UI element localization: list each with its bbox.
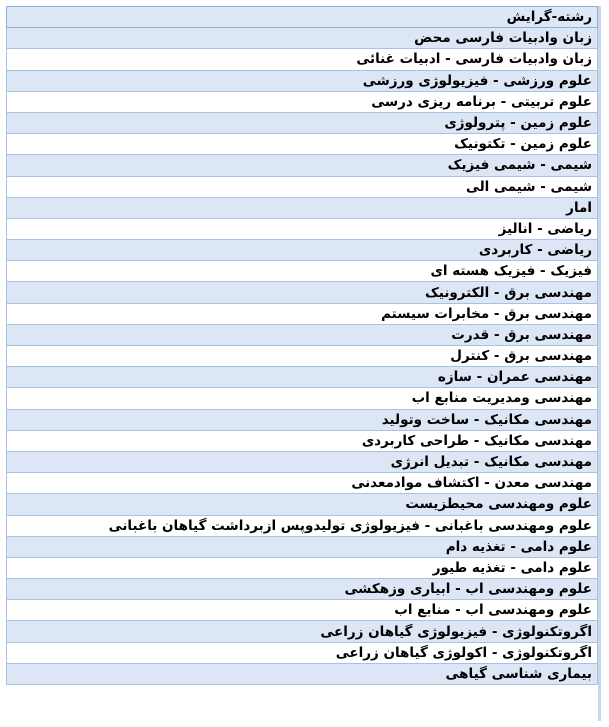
table-row (7, 663, 598, 684)
table-cell: ریاضی - کاربردی (7, 240, 598, 261)
table-row (7, 536, 598, 557)
table-cell: علوم دامی - تغذیه طیور (7, 557, 598, 578)
table-row (7, 557, 598, 578)
table-row (7, 473, 598, 494)
table-cell: علوم ومهندسی باغبانی - فیزیولوژی تولیدوپس ازبرداشت گیاهان باغبانی (7, 515, 598, 536)
table-cell: مهندسی برق - الکترونیک (7, 282, 598, 303)
table-row (7, 240, 598, 261)
table-row (7, 621, 598, 642)
table-cell: مهندسی برق - کنترل (7, 346, 598, 367)
table-row (7, 91, 598, 112)
table-row (7, 282, 598, 303)
table-row (7, 388, 598, 409)
table-cell: علوم دامی - تغذیه دام (7, 536, 598, 557)
table-row (7, 303, 598, 324)
table-row (7, 346, 598, 367)
table-row (7, 515, 598, 536)
table-cell: مهندسی برق - قدرت (7, 324, 598, 345)
table-row (7, 451, 598, 472)
table-cell: مهندسی مکانیک - طراحی کاربردی (7, 430, 598, 451)
table-row (7, 494, 598, 515)
table-row (7, 430, 598, 451)
table-row (7, 176, 598, 197)
table-right-edge (598, 6, 601, 721)
table-cell: زبان وادبیات فارسی - ادبیات غنائی (7, 49, 598, 70)
table-cell: علوم زمین - پترولوژی (7, 112, 598, 133)
table-row (7, 70, 598, 91)
table-cell: علوم ورزشی - فیزیولوژی ورزشی (7, 70, 598, 91)
table-row (7, 134, 598, 155)
table-cell: امار (7, 197, 598, 218)
field-of-study-table (6, 6, 598, 685)
table-row (7, 409, 598, 430)
table-row (7, 600, 598, 621)
table-row (7, 155, 598, 176)
table-header-cell: رشته-گرایش (7, 7, 598, 28)
table-cell: مهندسی مکانیک - تبدیل انرژی (7, 451, 598, 472)
table-row (7, 642, 598, 663)
table-body (7, 7, 598, 685)
table-row (7, 197, 598, 218)
table-cell: اگروتکنولوژی - فیزیولوژی گیاهان زراعی (7, 621, 598, 642)
table-cell: مهندسی ومدیریت منابع اب (7, 388, 598, 409)
table-cell: علوم تربیتی - برنامه ریزی درسی (7, 91, 598, 112)
table-cell: علوم زمین - تکتونیک (7, 134, 598, 155)
table-cell: فیزیک - فیزیک هسته ای (7, 261, 598, 282)
table-cell: بیماری شناسی گیاهی (7, 663, 598, 684)
table-row (7, 49, 598, 70)
table-cell: مهندسی عمران - سازه (7, 367, 598, 388)
table-row (7, 324, 598, 345)
table-cell: زبان وادبیات فارسی محض (7, 28, 598, 49)
table-cell: اگروتکنولوژی - اکولوژی گیاهان زراعی (7, 642, 598, 663)
table-row (7, 261, 598, 282)
table-row (7, 218, 598, 239)
table-cell: علوم ومهندسی اب - منابع اب (7, 600, 598, 621)
table-cell: شیمی - شیمی الی (7, 176, 598, 197)
table-cell: علوم ومهندسی محیطزیست (7, 494, 598, 515)
table-cell: مهندسی معدن - اکتشاف موادمعدنی (7, 473, 598, 494)
table-row (7, 28, 598, 49)
table-cell: مهندسی برق - مخابرات سیستم (7, 303, 598, 324)
table-cell: علوم ومهندسی اب - ابیاری وزهکشی (7, 579, 598, 600)
table-cell: مهندسی مکانیک - ساخت وتولید (7, 409, 598, 430)
table-cell: شیمی - شیمی فیزیک (7, 155, 598, 176)
table-row (7, 579, 598, 600)
table-row (7, 112, 598, 133)
table-header-row (7, 7, 598, 28)
table-cell: ریاضی - انالیز (7, 218, 598, 239)
table-row (7, 367, 598, 388)
